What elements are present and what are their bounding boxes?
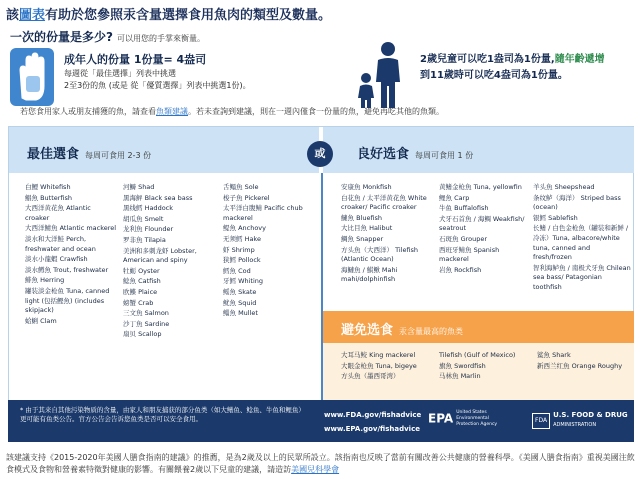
fish-advice-note [20,106,620,117]
note-pre: 若您食用家人或朋友捕獲的魚，請查看 [20,107,156,116]
adult-serving [64,52,324,92]
fish-item: 鱿魚 Squid [223,298,257,307]
best-column-2 [123,183,219,341]
epa-logo-text: United States Environmental Protection Agency [456,410,498,427]
fish-advice-link[interactable]: 魚類建議 [156,107,188,116]
fish-item: 黄鳍金枪魚 Tuna, yellowfin [439,183,522,191]
good-subtitle: 每周可食用 1 份 [415,151,474,160]
fish-item: 胡瓜魚 Smelt [123,214,164,223]
best-title: 最佳選食 [27,147,80,162]
page-header [6,4,634,24]
avoid-column-3 [537,351,627,372]
fish-item: 虾 Shrimp [223,245,255,254]
child-line2: 到11歲時可以吃4盎司為1份量。 [420,70,568,81]
fish-item: 螃蟹 Crab [123,298,154,307]
fish-item: 鰱魚 Bluefish [341,213,383,222]
fish-choices-panel [8,126,634,442]
fish-item: 新西兰红魚 Orange Roughy [537,361,623,370]
bottom-note [6,452,636,476]
best-choices-header [9,127,319,173]
fish-item: 扇贝 Scallop [123,330,162,339]
fish-item: 鳕魚 Cod [223,266,251,275]
fish-item: 鳐魚 Skate [223,287,257,296]
footer-bar [8,400,634,442]
best-column-1 [25,183,117,327]
fish-item: 岩魚 Rockfish [439,265,482,274]
epa-url-link[interactable]: www.EPA.gov/fishadvice [324,425,420,433]
fish-item: 方头魚（大西洋） Tilefish (Atlantic Ocean) [341,245,419,264]
fish-item: 白鯉 Whitefish [25,183,71,191]
best-column-3 [223,183,317,320]
fish-item: 鲨魚 Shark [537,351,571,359]
fda-logo [532,410,628,430]
fish-item: 罗非魚 Tilapia [123,235,166,244]
fish-item: 大西洋鯖魚 Atlantic mackerel [25,224,117,233]
fish-item: 欧鰈 Plaice [123,287,158,296]
avoid-title: 避免选食 [341,323,394,338]
fish-item: 大西洋黄花魚 Atlantic croaker [25,204,91,222]
fish-item: 三文魚 Salmon [123,309,169,318]
good-column-1 [341,183,435,286]
aap-link[interactable]: 美國兒科學會 [291,465,340,474]
fish-item: 石斑魚 Grouper [439,234,488,243]
fda-badge: FDA [532,413,550,429]
fish-item: 鯡魚 Herring [25,276,65,285]
fish-item: 鲻魚 Mullet [223,309,258,318]
fish-item: 条纹鲈（海洋） Striped bass (ocean) [533,193,621,212]
fish-item: 银鳕 Sablefish [533,213,578,222]
fish-item: 淡水鳟魚 Trout, freshwater [25,265,109,274]
fish-item: 犬牙石首魚 / 海鲷 Weakfish/ seatrout [439,214,525,233]
fish-item: 美洲和多刺龙虾 Lobster, American and spiny [123,246,197,265]
best-subtitle: 每周可食用 2-3 份 [85,151,152,160]
bottom-note-text: 該建議支持《2015-2020年美國人膳食指南的建議》的推薦，是為2歲及以上的民眾所設立。該指南也反映了當前有關改善公共健康的營養科學。《美國人膳食指南》重視美國注飲食模式及食物和營養素特徵對健康的影響。有關餵養2歲以下兒童的建議，請造訪 [6,453,635,474]
fish-item: 牛鱼 Buffalofish [439,204,489,213]
serving-title-text: 一次的份量是多少? [10,30,113,44]
child-highlight: 隨年齡遞增 [554,54,605,65]
fish-item: 太平洋白腹鲭 Pacific chub mackerel [223,204,303,222]
fish-item: 沙丁魚 Sardine [123,319,170,328]
fish-item: 西班牙鲭魚 Spanish mackerel [439,245,500,264]
fish-item: 淡水小龍蝦 Crawfish [25,255,88,264]
epa-logo-mark: EPA [428,411,454,426]
good-choices-header [323,127,634,173]
fish-item: 马林魚 Marlin [439,372,481,381]
adult-serving-line3: 2至3份的魚 (或是 從「優質選擇」列表中挑選1份)。 [64,81,251,90]
avoid-header [323,311,634,343]
fish-item: 无须鳕 Hake [223,234,261,243]
footer-note: * 由于其来自其他污染物质的含量，由家人和朋友捕获的部分鱼类（如大鳍鱼、鲶鱼、牛鱼和鲤鱼）更可能有鱼类公告。官方公告会告诉您鱼类是否可以安全食用。 [20,406,305,423]
fish-item: 海鰱魚 / 鯕鳅 Mahi mahi/dolphinfish [341,265,398,284]
serving-title [10,28,205,45]
avoid-column-2 [439,351,535,383]
fish-item: 大眼金枪魚 Tuna, bigeye [341,361,417,370]
fish-item: 鯧魚 Butterfish [25,193,73,202]
fish-item: 牡蛎 Oyster [123,266,160,275]
fish-item: 黑海鮃 Black sea bass [123,193,193,202]
fish-item: 白花魚 / 太平洋黄花魚 White croaker/ Pacific croaker [341,193,427,212]
avoid-subtitle: 汞含量最高的魚类 [399,327,464,336]
child-line1: 2歲兒童可以吃1盎司為1份量, [420,54,555,65]
fish-item: 舌鳎魚 Sole [223,183,259,191]
header-pre: 該 [6,8,20,23]
fish-item: 黑线鳕 Haddock [123,204,174,213]
fda-administration: ADMINISTRATION [553,422,597,428]
fish-item: 鯛魚 Snapper [341,234,384,243]
fish-item: Tilefish (Gulf of Mexico) [439,351,516,359]
fish-item: 安康魚 Monkfish [341,183,392,191]
serving-subtitle: 可以用您的手掌來衡量。 [116,34,205,43]
fish-item: 旗魚 Swordfish [439,361,486,370]
adult-serving-line: 成年人的份量 1份量= 4盎司 [64,53,207,66]
fda-url-link[interactable]: www.FDA.gov/fishadvice [324,411,422,419]
fish-item: 大耳马鲛 King mackerel [341,351,416,359]
adult-serving-line2: 每週從「最佳選擇」列表中挑選 [64,69,176,78]
fish-item: 狭鳕 Pollock [223,256,261,265]
fish-item: 鳀魚 Anchovy [223,224,266,233]
fish-item: 龙利魚 Flounder [123,225,174,234]
footer-urls [324,408,421,436]
fish-item: 羊头魚 Sheepshead [533,183,595,191]
or-badge: 或 [307,141,333,167]
child-serving [420,52,636,84]
fish-item: 梭子魚 Pickerel [223,193,270,202]
chart-link[interactable]: 圖表 [19,8,46,23]
fish-item: 长鳍 / 白色金枪魚（罐装和新鲜 / 冷冻）Tuna, albacore/white tuna, canned and fresh/frozen [533,224,629,262]
epa-logo [428,410,500,432]
good-column-3 [533,183,631,294]
good-title: 良好选食 [357,147,410,162]
fish-item: 鯰魚 Catfish [123,277,161,286]
header-post: 有助於您參照汞含量選擇食用魚肉的類型及數量。 [45,8,332,23]
note-post: 。若未查詢到建議，則在一週內僅食一份量的魚，避免再吃其他的魚類。 [188,107,444,116]
fish-item: 蛤蜊 Clam [25,316,57,325]
fish-item: 淡水和大洋鮭 Perch, freshwater and ocean [25,234,96,253]
fish-item: 罐装淡金枪鱼 Tuna, canned light (包括鰹魚) (includes skipjack) [25,286,110,315]
fish-item: 牙鳕 Whiting [223,277,264,286]
family-icon [352,40,412,110]
fda-name: U.S. FOOD & DRUG [553,411,628,419]
fish-item: 鲤魚 Carp [439,193,470,202]
good-column-2 [439,183,527,276]
avoid-column-1 [341,351,437,383]
fish-item: 智利海鲈魚 / 南极犬牙魚 Chilean sea bass/ Patagonian toothfish [533,263,631,291]
fish-item: 方头魚（墨西哥湾） [341,372,400,381]
fish-item: 大比目魚 Halibut [341,224,393,233]
hand-icon [10,48,54,106]
fish-item: 河鰣 Shad [123,183,155,191]
